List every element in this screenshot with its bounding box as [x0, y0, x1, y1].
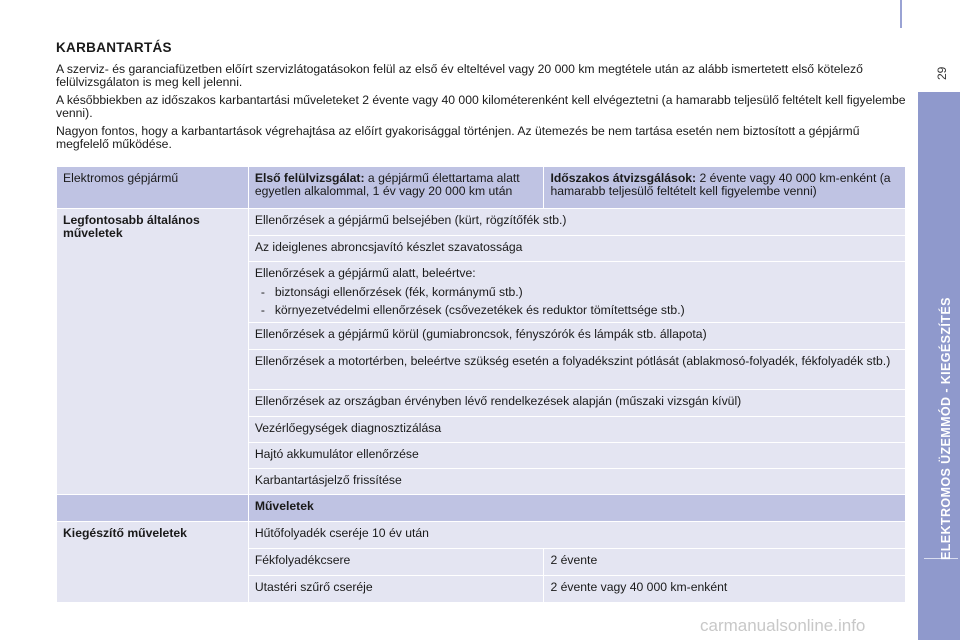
operation-cell: Hűtőfolyadék cseréje 10 év után	[248, 521, 905, 548]
operation-cell: Ellenőrzések a motortérben, beleértve szükség esetén a folyadékszint pótlását (ablakmosó-folyadék, fékfolyadék stb.)	[248, 349, 905, 389]
interval-cell: 2 évente	[544, 548, 906, 575]
operations-header-row	[57, 494, 906, 521]
page-number: 29	[935, 66, 949, 80]
operation-cell: Ellenőrzések a gépjármű belsejében (kürt, rögzítőfék stb.)	[248, 209, 905, 236]
vehicle-type-header: Elektromos gépjármű	[57, 167, 249, 209]
operation-cell: Utastéri szűrő cseréje	[248, 575, 544, 602]
extra-operations-label: Kiegészítő műveletek	[57, 521, 249, 602]
section-title-vertical: ELEKTROMOS ÜZEMMÓD - KIEGÉSZÍTÉS	[939, 297, 953, 560]
operation-cell: Vezérlőegységek diagnosztizálása	[248, 416, 905, 442]
intro-paragraph-2: A későbbiekben az időszakos karbantartási műveleteket 2 évente vagy 40 000 kilométerenként kell elvégeztetni (a hamarabb teljesülő feltételt kell figyelembe venni).	[56, 93, 906, 120]
operation-cell: Az ideiglenes abroncsjavító készlet szavatossága	[248, 236, 905, 262]
under-vehicle-intro: Ellenőrzések a gépjármű alatt, beleértve:	[254, 266, 476, 280]
interval-cell: 2 évente vagy 40 000 km-enként	[544, 575, 906, 602]
first-check-label: Első felülvizsgálat:	[254, 171, 365, 185]
operations-header: Műveletek	[248, 494, 905, 521]
first-check-text: a gépjármű élettartama alatt egyetlen alkalommal, 1 év vagy 20 000 km után	[254, 171, 520, 198]
page-title: KARBANTARTÁS	[56, 40, 172, 55]
under-vehicle-checks-cell	[248, 262, 905, 323]
intro-paragraph-3: Nagyon fontos, hogy a karbantartások végrehajtása az előírt gyakorisággal történjen. Az ütemezés be nem tartása esetén nem biztosított a gépjármű megfelelő működése.	[56, 124, 860, 151]
first-check-header	[248, 167, 544, 209]
table-row	[57, 209, 906, 236]
operations-header-spacer	[57, 494, 249, 521]
list-item: - biztonsági ellenőrzések (fék, kormánymű stb.)	[260, 284, 523, 299]
periodic-check-label: Időszakos átvizsgálások:	[550, 171, 697, 185]
operation-cell: Ellenőrzések a gépjármű körül (gumiabroncsok, fényszórók és lámpák stb. állapota)	[248, 322, 905, 349]
top-divider-line	[900, 0, 902, 28]
page-content	[56, 40, 906, 156]
watermark: carmanualsonline.info	[700, 616, 866, 635]
operation-cell: Ellenőrzések az országban érvényben lévő rendelkezések alapján (műszaki vizsgán kívül)	[248, 389, 905, 416]
main-operations-label: Legfontosabb általános műveletek	[57, 209, 249, 495]
maintenance-table	[56, 166, 906, 603]
operation-cell: Karbantartásjelző frissítése	[248, 468, 905, 494]
periodic-check-text: 2 évente vagy 40 000 km-enként (a hamarabb teljesülő feltételt kell figyelembe venni)	[550, 171, 891, 198]
table-row	[57, 521, 906, 548]
table-header-row	[57, 167, 906, 209]
operation-cell: Hajtó akkumulátor ellenőrzése	[248, 442, 905, 468]
list-item: - környezetvédelmi ellenőrzések (csővezetékek és reduktor tömítettsége stb.)	[260, 303, 685, 317]
periodic-check-header	[544, 167, 906, 209]
intro-paragraph-1: A szerviz- és garanciafüzetben előírt szervizlátogatásokon felül az első év elteltével vagy 20 000 km megtétele után az alább ismertetett első kötelező felülvizsgálaton is meg kell jelenni.	[56, 62, 863, 89]
operation-cell: Fékfolyadékcsere	[248, 548, 544, 575]
